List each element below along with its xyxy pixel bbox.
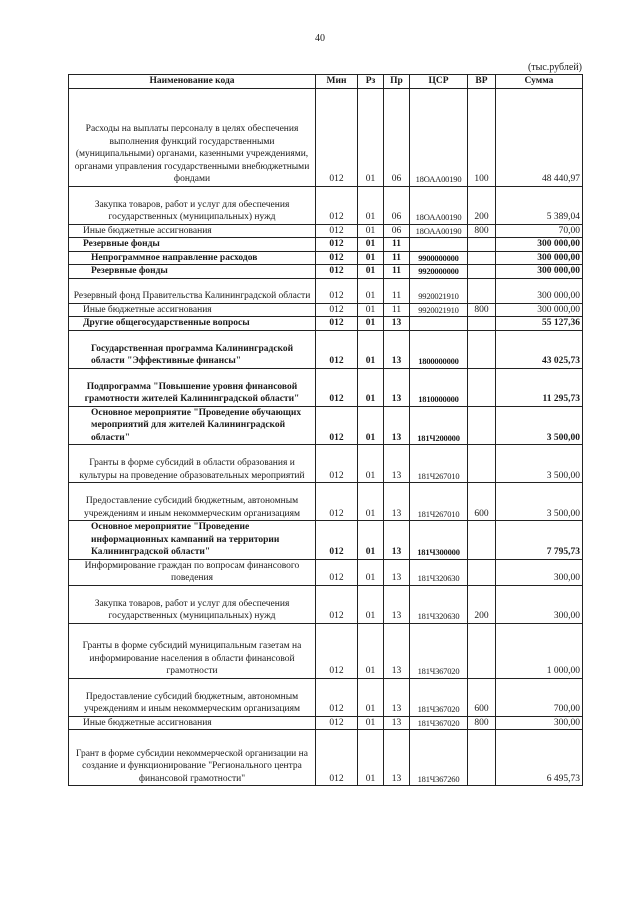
name-cell: Иные бюджетные ассигнования <box>69 716 316 730</box>
expense-type-cell: 200 <box>468 186 496 224</box>
table-row <box>69 278 583 303</box>
table-row <box>69 623 583 678</box>
section-cell: 01 <box>358 303 384 317</box>
section-cell: 01 <box>358 406 384 445</box>
amount-cell: 300 000,00 <box>496 303 583 317</box>
ministry-cell: 012 <box>316 265 358 279</box>
expense-type-cell: 800 <box>468 303 496 317</box>
target-article-cell: 181Ч320630 <box>410 559 468 585</box>
name-cell: Грант в форме субсидии некоммерческой организации на создание и функционирование "Регионального центра финансовой грамотности" <box>69 730 316 786</box>
target-article-cell: 181Ч367260 <box>410 730 468 786</box>
section-cell: 01 <box>358 521 384 560</box>
amount-cell: 300,00 <box>496 585 583 623</box>
target-article-cell: 181Ч320630 <box>410 585 468 623</box>
target-article-cell: 181Ч267010 <box>410 445 468 483</box>
section-cell: 01 <box>358 224 384 238</box>
table-row <box>69 88 583 186</box>
target-article-cell: 1800000000 <box>410 330 468 368</box>
table-row <box>69 678 583 716</box>
table-row <box>69 186 583 224</box>
ministry-cell: 012 <box>316 716 358 730</box>
subsection-cell: 13 <box>384 445 410 483</box>
section-cell: 01 <box>358 445 384 483</box>
ministry-cell: 012 <box>316 368 358 406</box>
expense-type-cell: 100 <box>468 88 496 186</box>
target-article-cell: 181Ч267010 <box>410 483 468 521</box>
header-rz: Рз <box>358 75 384 89</box>
name-cell: Непрограммное направление расходов <box>69 251 316 265</box>
ministry-cell: 012 <box>316 521 358 560</box>
expense-type-cell <box>468 730 496 786</box>
name-cell: Резервные фонды <box>69 265 316 279</box>
section-cell: 01 <box>358 251 384 265</box>
expense-type-cell: 800 <box>468 716 496 730</box>
table-row <box>69 238 583 252</box>
section-cell: 01 <box>358 716 384 730</box>
table-row <box>69 716 583 730</box>
amount-cell: 300 000,00 <box>496 265 583 279</box>
ministry-cell: 012 <box>316 278 358 303</box>
ministry-cell: 012 <box>316 730 358 786</box>
name-cell: Гранты в форме субсидий в области образования и культуры на проведение образовательных мероприятий <box>69 445 316 483</box>
target-article-cell: 18ОАА00190 <box>410 88 468 186</box>
name-cell: Резервные фонды <box>69 238 316 252</box>
expense-type-cell <box>468 330 496 368</box>
amount-cell: 43 025,73 <box>496 330 583 368</box>
subsection-cell: 06 <box>384 88 410 186</box>
table-row <box>69 483 583 521</box>
section-cell: 01 <box>358 238 384 252</box>
header-min: Мин <box>316 75 358 89</box>
expense-type-cell <box>468 317 496 331</box>
table-row <box>69 303 583 317</box>
target-article-cell: 181Ч367020 <box>410 623 468 678</box>
expense-type-cell <box>468 445 496 483</box>
table-row <box>69 251 583 265</box>
subsection-cell: 13 <box>384 317 410 331</box>
name-cell: Основное мероприятие "Проведение обучающих мероприятий для жителей Калининградской области" <box>69 406 316 445</box>
expense-type-cell <box>468 265 496 279</box>
name-cell: Информирование граждан по вопросам финансового поведения <box>69 559 316 585</box>
subsection-cell: 11 <box>384 265 410 279</box>
target-article-cell: 9920021910 <box>410 278 468 303</box>
table-row <box>69 445 583 483</box>
header-csr: ЦСР <box>410 75 468 89</box>
table-row <box>69 368 583 406</box>
units-label: (тыс.рублей) <box>527 62 582 73</box>
table-row <box>69 406 583 445</box>
target-article-cell <box>410 317 468 331</box>
subsection-cell: 13 <box>384 623 410 678</box>
subsection-cell: 13 <box>384 330 410 368</box>
amount-cell: 3 500,00 <box>496 445 583 483</box>
table-body <box>69 88 583 786</box>
table-row <box>69 730 583 786</box>
header-vr: ВР <box>468 75 496 89</box>
page-number: 40 <box>315 33 325 44</box>
subsection-cell: 11 <box>384 303 410 317</box>
ministry-cell: 012 <box>316 678 358 716</box>
target-article-cell: 181Ч200000 <box>410 406 468 445</box>
name-cell: Иные бюджетные ассигнования <box>69 224 316 238</box>
ministry-cell: 012 <box>316 88 358 186</box>
subsection-cell: 13 <box>384 559 410 585</box>
name-cell: Иные бюджетные ассигнования <box>69 303 316 317</box>
section-cell: 01 <box>358 678 384 716</box>
header-pr: Пр <box>384 75 410 89</box>
amount-cell: 5 389,04 <box>496 186 583 224</box>
table-row <box>69 585 583 623</box>
expense-type-cell: 800 <box>468 224 496 238</box>
amount-cell: 70,00 <box>496 224 583 238</box>
target-article-cell: 9900000000 <box>410 251 468 265</box>
subsection-cell: 13 <box>384 585 410 623</box>
section-cell: 01 <box>358 278 384 303</box>
name-cell: Предоставление субсидий бюджетным, автономным учреждениям и иным некоммерческим организациям <box>69 483 316 521</box>
ministry-cell: 012 <box>316 330 358 368</box>
amount-cell: 700,00 <box>496 678 583 716</box>
ministry-cell: 012 <box>316 623 358 678</box>
target-article-cell: 181Ч367020 <box>410 678 468 716</box>
amount-cell: 300,00 <box>496 559 583 585</box>
expense-type-cell <box>468 278 496 303</box>
table-row <box>69 224 583 238</box>
amount-cell: 300,00 <box>496 716 583 730</box>
expense-type-cell: 200 <box>468 585 496 623</box>
target-article-cell <box>410 238 468 252</box>
name-cell: Государственная программа Калининградской области "Эффективные финансы" <box>69 330 316 368</box>
section-cell: 01 <box>358 265 384 279</box>
amount-cell: 48 440,97 <box>496 88 583 186</box>
section-cell: 01 <box>358 585 384 623</box>
ministry-cell: 012 <box>316 224 358 238</box>
table-row <box>69 559 583 585</box>
amount-cell: 11 295,73 <box>496 368 583 406</box>
expense-type-cell <box>468 251 496 265</box>
ministry-cell: 012 <box>316 317 358 331</box>
name-cell: Закупка товаров, работ и услуг для обеспечения государственных (муниципальных) нужд <box>69 585 316 623</box>
target-article-cell: 9920000000 <box>410 265 468 279</box>
table-row <box>69 265 583 279</box>
amount-cell: 6 495,73 <box>496 730 583 786</box>
name-cell: Закупка товаров, работ и услуг для обеспечения государственных (муниципальных) нужд <box>69 186 316 224</box>
ministry-cell: 012 <box>316 186 358 224</box>
subsection-cell: 13 <box>384 368 410 406</box>
name-cell: Другие общегосударственные вопросы <box>69 317 316 331</box>
section-cell: 01 <box>358 559 384 585</box>
subsection-cell: 13 <box>384 406 410 445</box>
ministry-cell: 012 <box>316 238 358 252</box>
subsection-cell: 11 <box>384 238 410 252</box>
section-cell: 01 <box>358 186 384 224</box>
expense-type-cell <box>468 368 496 406</box>
target-article-cell: 18ОАА00190 <box>410 186 468 224</box>
table-row <box>69 521 583 560</box>
amount-cell: 300 000,00 <box>496 238 583 252</box>
target-article-cell: 181Ч300000 <box>410 521 468 560</box>
section-cell: 01 <box>358 88 384 186</box>
ministry-cell: 012 <box>316 559 358 585</box>
expense-type-cell <box>468 559 496 585</box>
target-article-cell: 18ОАА00190 <box>410 224 468 238</box>
ministry-cell: 012 <box>316 445 358 483</box>
name-cell: Основное мероприятие "Проведение информационных кампаний на территории Калининградской области" <box>69 521 316 560</box>
name-cell: Резервный фонд Правительства Калининградской области <box>69 278 316 303</box>
amount-cell: 7 795,73 <box>496 521 583 560</box>
amount-cell: 300 000,00 <box>496 278 583 303</box>
amount-cell: 1 000,00 <box>496 623 583 678</box>
subsection-cell: 11 <box>384 251 410 265</box>
subsection-cell: 13 <box>384 483 410 521</box>
name-cell: Расходы на выплаты персоналу в целях обеспечения выполнения функций государственными (муниципальными) органами, казенными учреждениями, органами управления государственными внебюджетными фондами <box>69 88 316 186</box>
subsection-cell: 06 <box>384 186 410 224</box>
name-cell: Подпрограмма "Повышение уровня финансовой грамотности жителей Калининградской области" <box>69 368 316 406</box>
section-cell: 01 <box>358 730 384 786</box>
amount-cell: 55 127,36 <box>496 317 583 331</box>
subsection-cell: 13 <box>384 521 410 560</box>
section-cell: 01 <box>358 368 384 406</box>
table-row <box>69 330 583 368</box>
expense-type-cell: 600 <box>468 678 496 716</box>
expense-type-cell <box>468 238 496 252</box>
header-name: Наименование кода <box>69 75 316 89</box>
ministry-cell: 012 <box>316 251 358 265</box>
table-row <box>69 317 583 331</box>
amount-cell: 3 500,00 <box>496 483 583 521</box>
expense-type-cell <box>468 406 496 445</box>
name-cell: Гранты в форме субсидий муниципальным газетам на информирование населения в области финансовой грамотности <box>69 623 316 678</box>
section-cell: 01 <box>358 317 384 331</box>
ministry-cell: 012 <box>316 406 358 445</box>
subsection-cell: 06 <box>384 224 410 238</box>
subsection-cell: 13 <box>384 678 410 716</box>
expense-type-cell <box>468 623 496 678</box>
amount-cell: 3 500,00 <box>496 406 583 445</box>
name-cell: Предоставление субсидий бюджетным, автономным учреждениям и иным некоммерческим организациям <box>69 678 316 716</box>
ministry-cell: 012 <box>316 483 358 521</box>
expense-type-cell <box>468 521 496 560</box>
subsection-cell: 11 <box>384 278 410 303</box>
subsection-cell: 13 <box>384 730 410 786</box>
section-cell: 01 <box>358 623 384 678</box>
ministry-cell: 012 <box>316 303 358 317</box>
budget-table <box>68 74 583 786</box>
header-sum: Сумма <box>496 75 583 89</box>
expense-type-cell: 600 <box>468 483 496 521</box>
section-cell: 01 <box>358 483 384 521</box>
target-article-cell: 181Ч367020 <box>410 716 468 730</box>
ministry-cell: 012 <box>316 585 358 623</box>
target-article-cell: 1810000000 <box>410 368 468 406</box>
amount-cell: 300 000,00 <box>496 251 583 265</box>
target-article-cell: 9920021910 <box>410 303 468 317</box>
section-cell: 01 <box>358 330 384 368</box>
subsection-cell: 13 <box>384 716 410 730</box>
table-header-row <box>69 75 583 89</box>
